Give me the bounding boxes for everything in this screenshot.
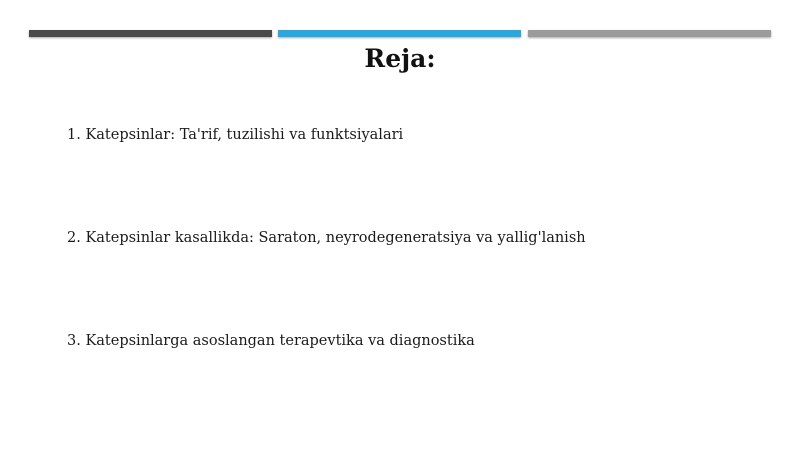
accent-bar-blue [278,30,521,37]
outline-item-1: 1. Katepsinlar: Ta'rif, tuzilishi va funktsiyalari [67,127,404,143]
outline-item-2: 2. Katepsinlar kasallikda: Saraton, neyrodegeneratsiya va yallig'lanish [67,230,586,246]
accent-bar-gray [528,30,771,37]
outline-item-3: 3. Katepsinlarga asoslangan terapevtika va diagnostika [67,333,475,349]
accent-bar-dark [29,30,272,37]
slide-title: Reja: [364,44,436,73]
